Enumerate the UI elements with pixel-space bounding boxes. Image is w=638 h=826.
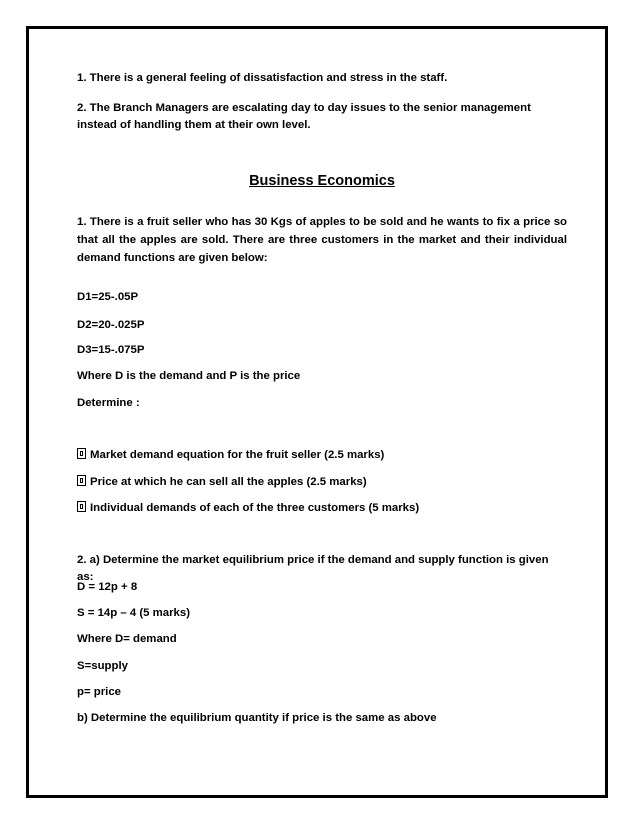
task-item: Price at which he can sell all the apples (2.5 marks) [77, 474, 367, 491]
equation-d2: D2=20-.025P [77, 319, 145, 331]
question-2a: 2. a) Determine the market equilibrium price if the demand and supply function is given as: [77, 554, 549, 583]
equation-d3: D3=15-.075P [77, 344, 145, 356]
determine-label: Determine : [77, 397, 140, 409]
supply-equation: S = 14p – 4 (5 marks) [77, 607, 191, 619]
equation-d1: D1=25-.05P [77, 291, 139, 303]
where-statement: Where D is the demand and P is the price [77, 370, 301, 382]
box-glyph-icon [77, 448, 86, 459]
intro-point-1: 1. There is a general feeling of dissatisfaction and stress in the staff. [77, 72, 448, 84]
price-definition: p= price [77, 686, 121, 698]
page-border [26, 26, 608, 798]
question-1-text: 1. There is a fruit seller who has 30 Kgs of apples to be sold and he wants to fix a price so that all the apples are sold. There are three customers in the market and their individual demand functions are given below: [77, 216, 567, 264]
demand-equation: D = 12p + 8 [77, 581, 138, 593]
where-demand: Where D= demand [77, 633, 177, 645]
intro-point-2: 2. The Branch Managers are escalating day to day issues to the senior management instead of handling them at their own level. [77, 102, 531, 131]
question-2b: b) Determine the equilibrium quantity if price is the same as above [77, 712, 437, 724]
box-glyph-icon [77, 475, 86, 486]
section-title: Business Economics [249, 173, 395, 189]
box-glyph-icon [77, 501, 86, 512]
task-item: Individual demands of each of the three customers (5 marks) [77, 500, 419, 517]
supply-definition: S=supply [77, 660, 128, 672]
task-item: Market demand equation for the fruit seller (2.5 marks) [77, 447, 384, 464]
